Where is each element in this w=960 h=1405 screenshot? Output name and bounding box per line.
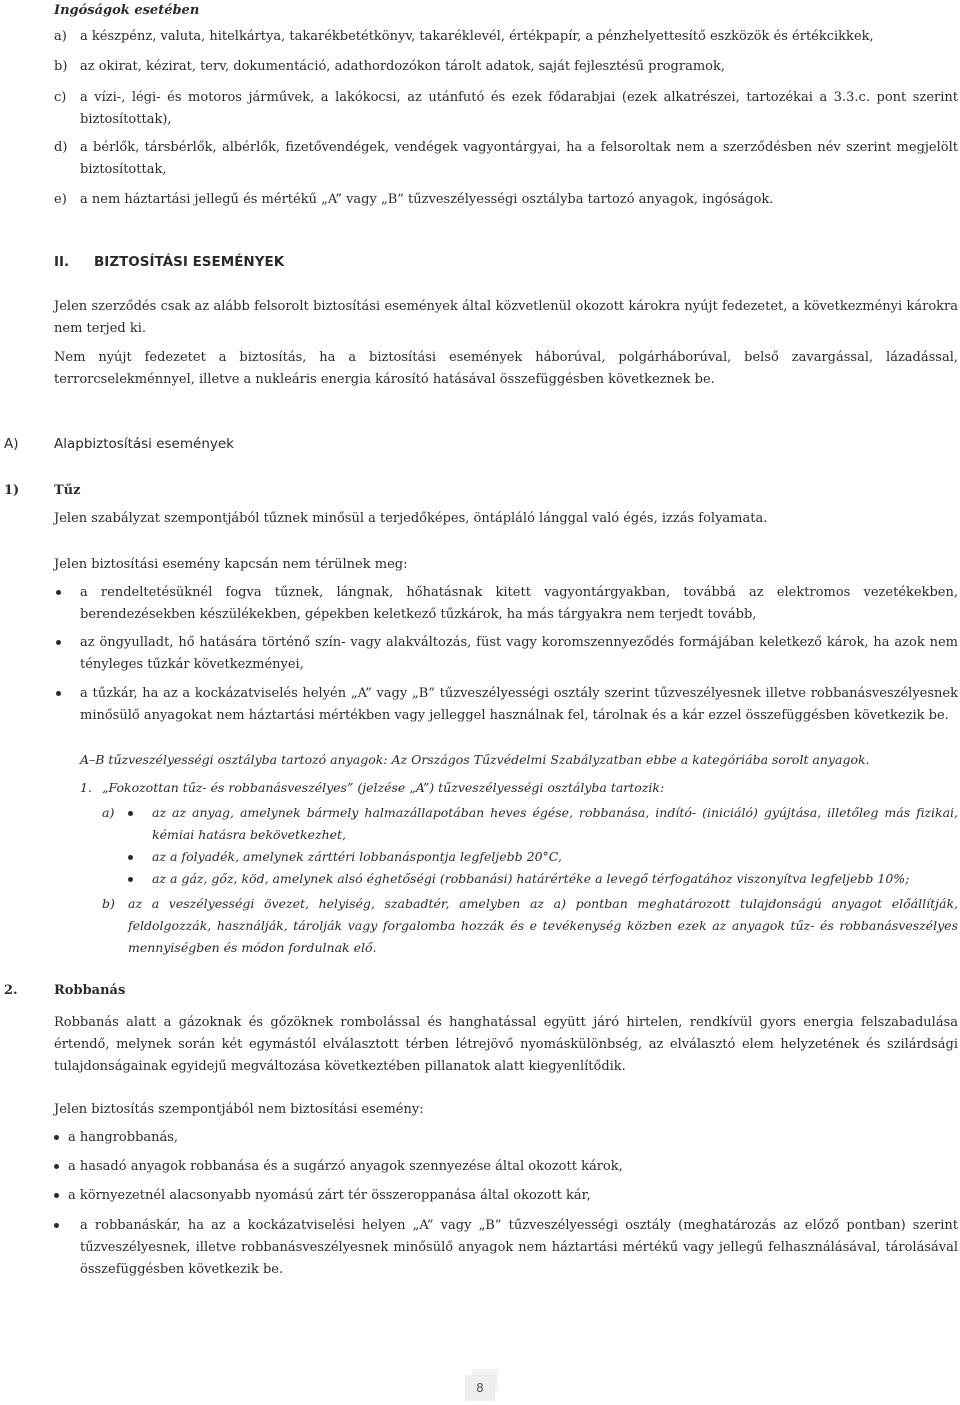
list-text: a robbanáskár, ha az a kockázatviselési helyen „A” vagy „B” tűzveszélyességi osztály (meghatározás az előző pontban) szerint tűzveszélyesnek, illetve robbanásveszélyesnek minősülő anyagok nem háztartási mértékű vagy jellegű felhasználásával, tárolásával összefüggésben következik be.: [80, 1218, 958, 1277]
list-label: d): [54, 140, 68, 155]
list-item: [54, 1215, 958, 1281]
bullet-icon: [54, 632, 80, 676]
item-title: Tűz: [54, 483, 81, 498]
bullet-icon: [54, 683, 80, 727]
list-label: a): [54, 29, 67, 44]
list-item: [128, 846, 958, 868]
list-item: [128, 802, 958, 846]
ab-sublist-text: az a veszélyességi övezet, helyiség, szabadtér, amelyben az a) pontban meghatározott tulajdonságú anyagot előállítják, feldolgozzák, használják, tárolják vagy forgalomba hozzák és e tevékenység közben ezek az anyagok tűz- és robbanásveszélyes mennyiségben és módon fordulnak elő.: [128, 896, 958, 955]
list-text: az a gáz, gőz, köd, amelynek alsó éghetőségi (robbanási) határértéke a levegő térfogatához viszonyítva legfeljebb 10%;: [152, 871, 910, 886]
subsection-heading: [4, 436, 958, 452]
list-text: a készpénz, valuta, hitelkártya, takarékbetétkönyv, takaréklevél, értékpapír, a pénzhelyettesítő eszközök és értékcikkek,: [80, 29, 874, 44]
bullet-icon: [54, 1156, 68, 1178]
list-text: az az anyag, amelynek bármely halmazállapotában heves égése, robbanása, indító- (iniciáló) gyújtása, illetőleg más fizikai, kémiai hatásra bekövetkezhet,: [152, 805, 958, 842]
list-text: a hangrobbanás,: [68, 1130, 179, 1145]
ab-item-text: „Fokozottan tűz- és robbanásveszélyes” (jelzése „A”) tűzveszélyességi osztályba tartozik:: [102, 780, 665, 795]
page-number: 8: [465, 1375, 495, 1401]
list-item: [54, 1185, 958, 1207]
list-item: [54, 582, 958, 626]
subsection-title: Alapbiztosítási események: [54, 436, 234, 452]
ab-item-number: 1.: [80, 780, 92, 795]
ab-sublist-label: b): [102, 896, 115, 911]
list-text: az öngyulladt, hő hatására történő szín- vagy alakváltozás, füst vagy koromszennyeződés formájában keletkező károk, ha azok nem tényleges tűzkár következményei,: [80, 635, 958, 672]
item-heading: [4, 980, 958, 1002]
paragraph: Jelen szerződés csak az alább felsorolt biztosítási események által közvetlenül okozott károkra nyújt fedezetet, a következményi károkra nem terjed ki.: [54, 299, 958, 336]
list-text: a vízi-, légi- és motoros járművek, a lakókocsi, az utánfutó és ezek fődarabjai (ezek alkatrészei, tartozékai a 3.3.c. pont szerint biztosítottak),: [80, 90, 958, 127]
ab-item: [80, 777, 958, 799]
paragraph: Robbanás alatt a gázoknak és gőzöknek rombolással és hanghatással együtt járó hirtelen, rendkívül gyors energia felszabadulása értendő, melynek során két egymástól elválasztott térben létrejövő nyomáskülönbség, az elválasztó elem helyzetének és szilárdsági tulajdonságainak egyidejű megváltozása következtében pillanatok alatt kiegyenlítődik.: [54, 1015, 958, 1074]
list-item: [128, 868, 958, 890]
bullet-icon: [54, 1215, 80, 1281]
item-title: Robbanás: [54, 983, 126, 998]
list-item: [54, 683, 958, 727]
bullet-icon: [128, 846, 142, 868]
ab-sublist: [102, 802, 958, 890]
bullet-icon: [54, 582, 80, 626]
section-title: BIZTOSÍTÁSI ESEMÉNYEK: [94, 254, 285, 270]
list-item: [54, 1156, 958, 1178]
ab-intro: A–B tűzveszélyességi osztályba tartozó anyagok: Az Országos Tűzvédelmi Szabályzatban ebbe a kategóriába sorolt anyagok.: [80, 752, 870, 767]
ab-sublist-body: [128, 802, 958, 890]
list-item: [54, 56, 958, 78]
list-text: a nem háztartási jellegű és mértékű „A” vagy „B” tűzveszélyességi osztályba tartozó anyagok, ingóságok.: [80, 192, 774, 207]
subsection-number: A): [4, 436, 19, 452]
item-heading: [4, 480, 958, 502]
item-number: 1): [4, 483, 20, 498]
list-item: [54, 87, 958, 131]
list-item: [54, 26, 958, 48]
list-item: [54, 137, 958, 181]
ab-sublist-label: a): [102, 805, 115, 820]
paragraph: Jelen biztosítási esemény kapcsán nem térülnek meg:: [54, 557, 408, 572]
list-label: c): [54, 90, 67, 105]
list-text: a tűzkár, ha az a kockázatviselés helyén „A” vagy „B” tűzveszélyességi osztály szerint tűzveszélyesnek illetve robbanásveszélyesnek minősülő anyagokat nem háztartási mértékben vagy jelleggel használnak fel, tárolnak és a kár ezzel összefüggésben következik be.: [80, 686, 958, 723]
list-text: a környezetnél alacsonyabb nyomású zárt tér összeroppanása által okozott kár,: [68, 1188, 591, 1203]
ab-sublist: [102, 893, 958, 959]
list-label: b): [54, 59, 68, 74]
list-label: e): [54, 192, 67, 207]
paragraph: Nem nyújt fedezetet a biztosítás, ha a biztosítási események háborúval, polgárháborúval, belső zavargással, lázadással, terrorcselekménnyel, illetve a nukleáris energia károsító hatásával összefüggésben következnek be.: [54, 350, 958, 387]
list-text: az a folyadék, amelynek zárttéri lobbanáspontja legfeljebb 20°C,: [152, 849, 562, 864]
section-heading: [54, 254, 958, 270]
list-item: [54, 189, 958, 211]
paragraph: Jelen szabályzat szempontjából tűznek minősül a terjedőképes, öntápláló lánggal való égés, izzás folyamata.: [54, 511, 768, 526]
intro-title: Ingóságok esetében: [54, 3, 200, 18]
bullet-icon: [54, 1185, 68, 1207]
item-number: 2.: [4, 983, 18, 998]
list-item: [54, 632, 958, 676]
list-item: [54, 1127, 958, 1149]
list-text: a rendeltetésüknél fogva tűznek, lángnak, hőhatásnak kitett vagyontárgyakban, továbbá az elektromos vezetékekben, berendezésekben készülékekben, gépekben keletkező tűzkárok, ha más tárgyakra nem terjedt tovább,: [80, 585, 958, 622]
section-number: II.: [54, 254, 70, 270]
bullet-icon: [128, 802, 142, 846]
paragraph: Jelen biztosítás szempontjából nem biztosítási esemény:: [54, 1102, 424, 1117]
bullet-icon: [54, 1127, 68, 1149]
list-text: a hasadó anyagok robbanása és a sugárzó anyagok szennyezése által okozott károk,: [68, 1159, 623, 1174]
list-text: a bérlők, társbérlők, albérlők, fizetővendégek, vendégek vagyontárgyai, ha a felsoroltak nem a szerződésben név szerint megjelölt biztosítottak,: [80, 140, 958, 177]
list-text: az okirat, kézirat, terv, dokumentáció, adathordozókon tárolt adatok, saját fejlesztésű programok,: [80, 59, 725, 74]
bullet-icon: [128, 868, 142, 890]
